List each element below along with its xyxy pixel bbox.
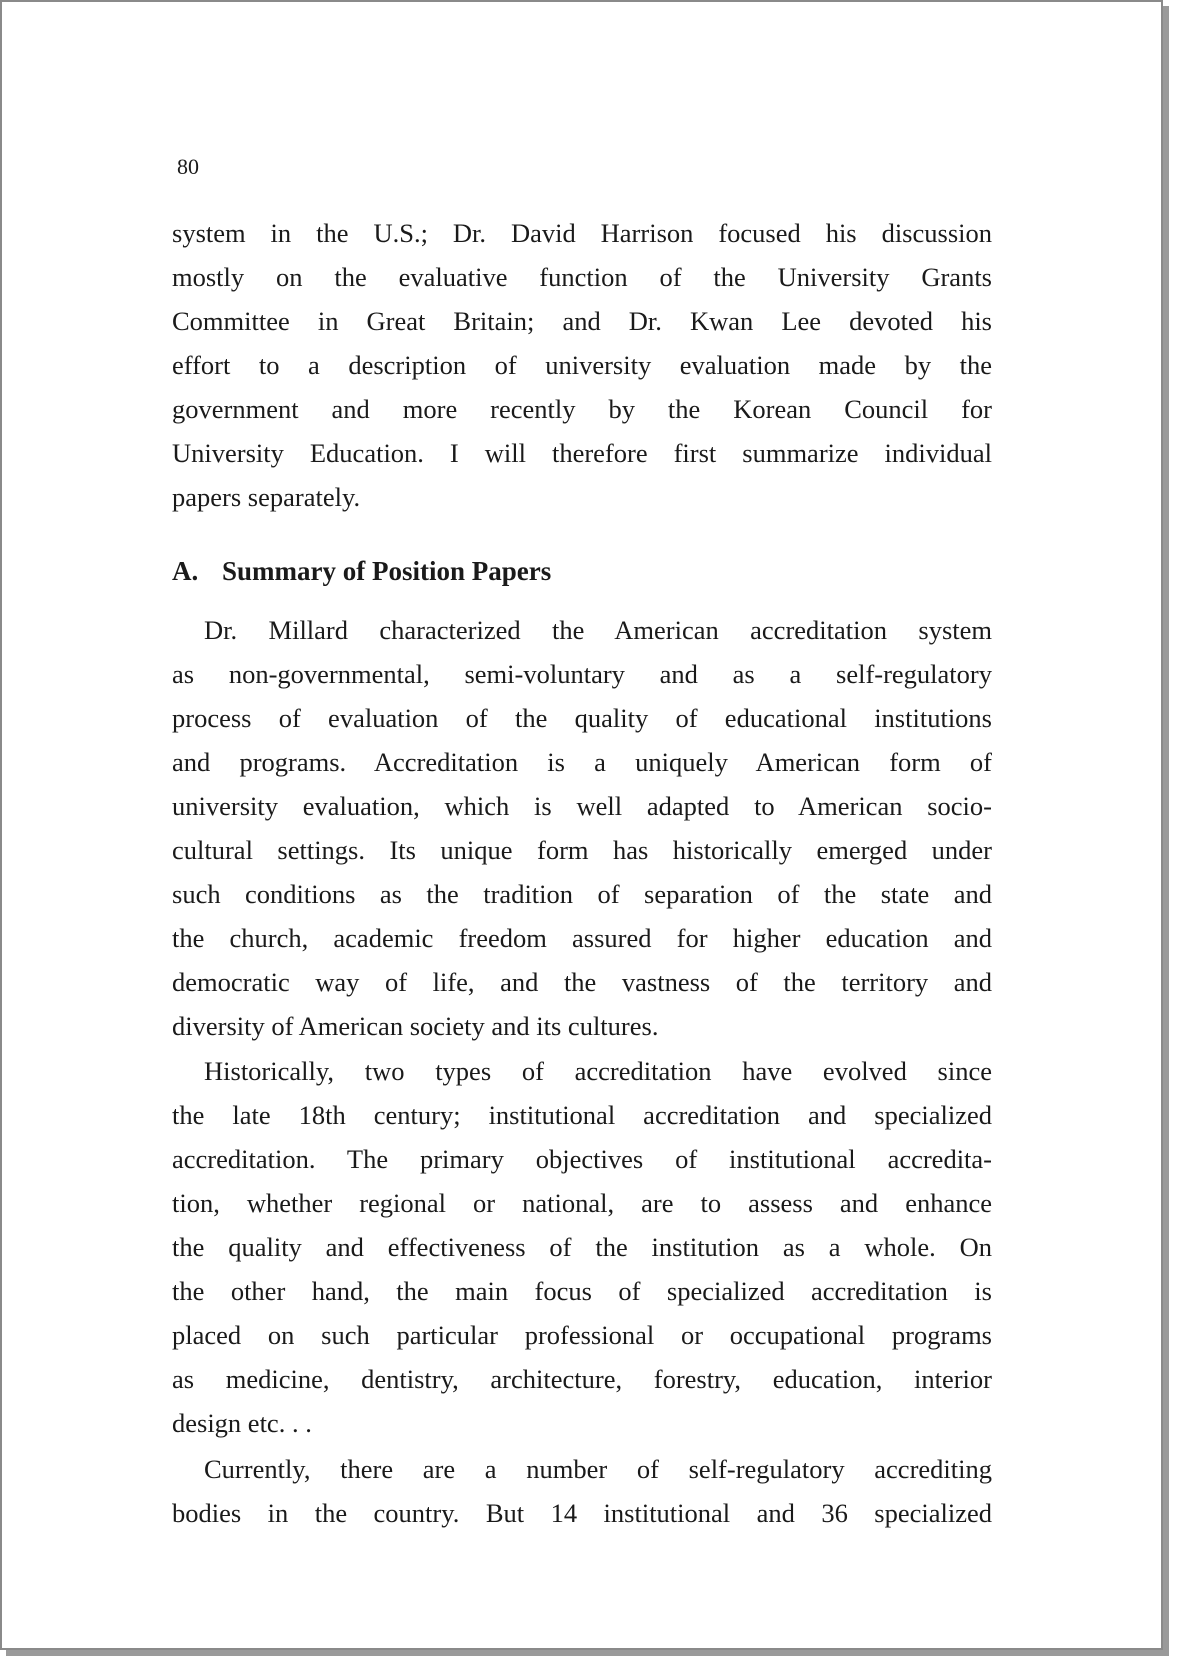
paragraph-currently: [172, 1447, 992, 1535]
text-line: accreditation. The primary objectives of institutional accredita-: [172, 1144, 992, 1174]
paragraph-historically: [172, 1049, 992, 1445]
text-line: process of evaluation of the quality of educational institutions: [172, 703, 992, 733]
text-line: diversity of American society and its cultures.: [172, 1011, 659, 1041]
text-line: the other hand, the main focus of specialized accreditation is: [172, 1276, 992, 1306]
text-line: democratic way of life, and the vastness of the territory and: [172, 967, 992, 997]
text-line: system in the U.S.; Dr. David Harrison focused his discussion: [172, 218, 992, 248]
text-line: and programs. Accreditation is a uniquely American form of: [172, 747, 992, 777]
text-line: such conditions as the tradition of separation of the state and: [172, 879, 992, 909]
text-line: as medicine, dentistry, architecture, forestry, education, interior: [172, 1364, 992, 1394]
text-line: government and more recently by the Korean Council for: [172, 394, 992, 424]
text-line: as non-governmental, semi-voluntary and as a self-regulatory: [172, 659, 992, 689]
page-shadow-bottom: [6, 1650, 1169, 1656]
text-line: placed on such particular professional or occupational programs: [172, 1320, 992, 1350]
page-shadow-right: [1163, 6, 1169, 1656]
intro-paragraph: [172, 211, 992, 519]
paragraph-millard: [172, 608, 992, 1048]
text-line: the late 18th century; institutional accreditation and specialized: [172, 1100, 992, 1130]
text-line: papers separately.: [172, 482, 361, 512]
text-line: Committee in Great Britain; and Dr. Kwan Lee devoted his: [172, 306, 992, 336]
text-line: bodies in the country. But 14 institutional and 36 specialized: [172, 1498, 992, 1528]
text-line: Dr. Millard characterized the American accreditation system: [204, 615, 992, 645]
text-line: mostly on the evaluative function of the University Grants: [172, 262, 992, 292]
text-line: university evaluation, which is well adapted to American socio-: [172, 791, 992, 821]
text-line: effort to a description of university evaluation made by the: [172, 350, 992, 380]
text-line: cultural settings. Its unique form has historically emerged under: [172, 835, 992, 865]
text-line: tion, whether regional or national, are to assess and enhance: [172, 1188, 992, 1218]
text-line: Currently, there are a number of self-regulatory accrediting: [204, 1454, 992, 1484]
text-line: University Education. I will therefore first summarize individual: [172, 438, 992, 468]
text-line: Historically, two types of accreditation have evolved since: [204, 1056, 992, 1086]
page-number: 80: [177, 154, 199, 179]
text-line: design etc. . .: [172, 1408, 312, 1438]
section-letter: A.: [172, 556, 199, 586]
section-title: Summary of Position Papers: [222, 556, 552, 586]
text-line: the church, academic freedom assured for higher education and: [172, 923, 992, 953]
section-heading: [172, 556, 551, 587]
text-line: the quality and effectiveness of the institution as a whole. On: [172, 1232, 992, 1262]
